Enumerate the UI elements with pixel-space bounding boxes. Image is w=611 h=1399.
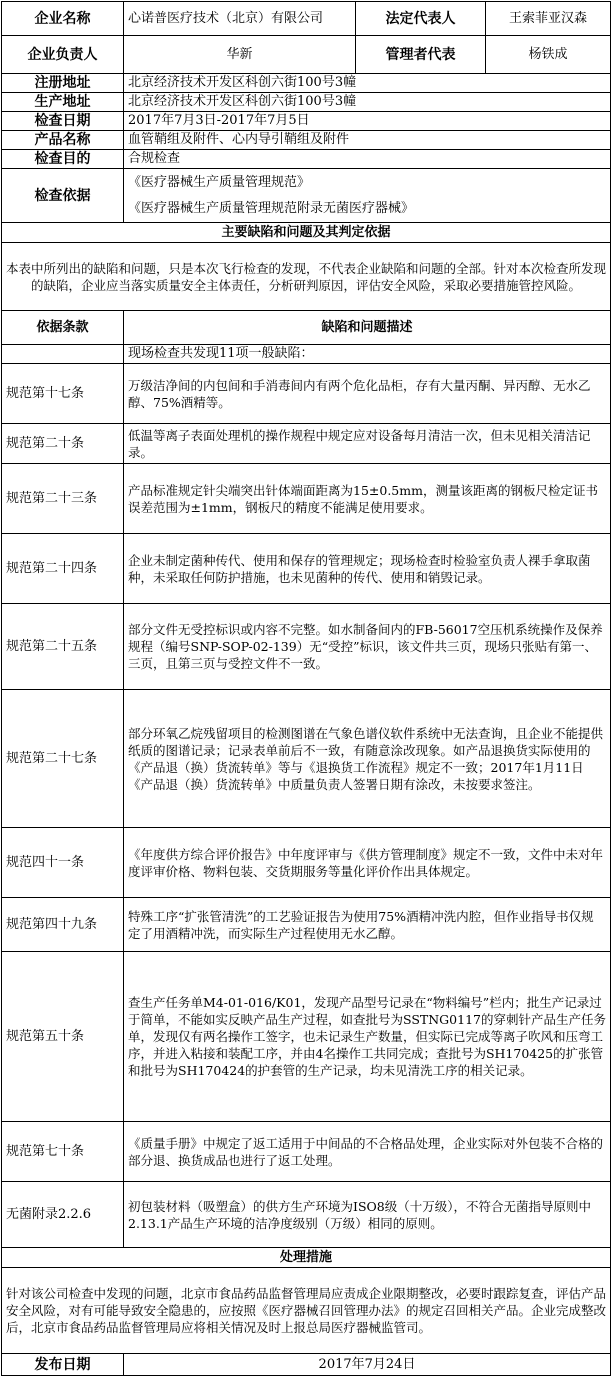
- measures-title: 处理措施: [2, 1248, 611, 1268]
- publish-date-label: 发布日期: [2, 1354, 124, 1376]
- principal-label: 企业负责人: [2, 36, 124, 74]
- table-row: [2, 464, 611, 534]
- purpose-label: 检查目的: [2, 150, 124, 169]
- reg-addr-label: 注册地址: [2, 74, 124, 93]
- inspection-basis: [124, 169, 611, 223]
- table-row: [2, 898, 611, 952]
- principal: 华新: [124, 36, 356, 74]
- clause-cell: 规范第五十条: [2, 952, 124, 1122]
- clause-cell: 规范第二十条: [2, 424, 124, 464]
- defects-section-title: 主要缺陷和问题及其判定依据: [2, 223, 611, 243]
- desc-cell: 万级洁净间的内包间和手消毒间内有两个危化品柜，存有大量丙酮、异丙醇、无水乙醇、75%酒精等。: [124, 364, 611, 424]
- clause-cell: 规范第十七条: [2, 364, 124, 424]
- date-label: 检查日期: [2, 112, 124, 131]
- table-row: [2, 364, 611, 424]
- basis-item-2: 《医疗器械生产质量管理规范附录无菌医疗器械》: [128, 200, 415, 216]
- clause-cell: 规范第四十九条: [2, 898, 124, 952]
- legal-rep: 王索菲亚汉森: [486, 2, 611, 36]
- table-row: [2, 952, 611, 1122]
- table-row: [2, 690, 611, 828]
- desc-cell: 查生产任务单M4-01-016/K01，发现产品型号记录在“物料编号”栏内；批生产记录过于简单，不能如实反映产品生产过程，如查批号为SSTNG0117的穿刺针产品生产任务单，发现仅有两名操作工签字，也未记录生产数量，但实际已完成等离子吹风和压弯工序，并进入粘接和装配工序，并由4名操作工共同完成；查批号为SH170425的扩张管和批号为SH170424的护套管的生产记录，均未见清洗工序的相关记录。: [124, 952, 611, 1122]
- clause-cell: 规范第二十七条: [2, 690, 124, 828]
- clause-cell: 规范第二十三条: [2, 464, 124, 534]
- desc-cell: 产品标准规定针尖端突出针体端面距离为15±0.5mm，测量该距离的钢板尺检定证书误差范围为±1mm，钢板尺的精度不能满足使用要求。: [124, 464, 611, 534]
- summary-spacer: [2, 345, 124, 364]
- desc-cell: 部分环氧乙烷残留项目的检测图谱在气象色谱仪软件系统中无法查询，且企业不能提供纸质的图谱记录；记录表单前后不一致，有随意涂改现象。如产品退换货实际使用的《产品退（换）货流转单》等与《退换货工作流程》规定不一致；2017年1月11日《产品退（换）货流转单》中质量负责人签署日期有涂改，未按要求签注。: [124, 690, 611, 828]
- clause-cell: 规范四十一条: [2, 828, 124, 898]
- col-desc-header: 缺陷和问题描述: [124, 311, 611, 345]
- table-row: [2, 604, 611, 690]
- clause-cell: 规范第二十四条: [2, 534, 124, 604]
- table-row: [2, 1122, 611, 1182]
- desc-cell: 部分文件无受控标识或内容不完整。如水制备间内的FB-56017空压机系统操作及保养规程（编号SNP-SOP-02-139）无“受控”标识，该文件共三页，现场只张贴有第一、三页，且第三页与受控文件不一致。: [124, 604, 611, 690]
- defects-note: 本表中所列出的缺陷和问题，只是本次飞行检查的发现，不代表企业缺陷和问题的全部。针对本次检查所发现的缺陷，企业应当落实质量安全主体责任，分析研判原因，评估安全风险，采取必要措施管控风险。: [2, 243, 611, 311]
- manager-rep-label: 管理者代表: [356, 36, 486, 74]
- desc-cell: 《质量手册》中规定了返工适用于中间品的不合格品处理，企业实际对外包装不合格的部分退、换货成品也进行了返工处理。: [124, 1122, 611, 1182]
- inspection-purpose: 合规检查: [124, 150, 611, 169]
- clause-cell: 规范第二十五条: [2, 604, 124, 690]
- desc-cell: 低温等离子表面处理机的操作规程中规定应对设备每月清洁一次，但未见相关清洁记录。: [124, 424, 611, 464]
- table-row: [2, 828, 611, 898]
- table-row: [2, 1182, 611, 1248]
- product-label: 产品名称: [2, 131, 124, 150]
- desc-cell: 初包装材料（吸塑盒）的供方生产环境为ISO8级（十万级），不符合无菌指导原则中2.13.1产品生产环境的洁净度级别（万级）相同的原则。: [124, 1182, 611, 1248]
- desc-cell: 《年度供方综合评价报告》中年度评审与《供方管理制度》规定不一致，文件中未对年度评审价格、物料包装、交货期服务等量化评价作出具体规定。: [124, 828, 611, 898]
- prod-addr-label: 生产地址: [2, 93, 124, 112]
- table-row: [2, 534, 611, 604]
- manager-rep: 杨铁成: [486, 36, 611, 74]
- product-name: 血管鞘组及附件、心内导引鞘组及附件: [124, 131, 611, 150]
- table-row: [2, 424, 611, 464]
- basis-label: 检查依据: [2, 169, 124, 223]
- basis-item-1: 《医疗器械生产质量管理规范》: [128, 174, 311, 190]
- col-clause-header: 依据条款: [2, 311, 124, 345]
- desc-cell: 企业未制定菌种传代、使用和保存的管理规定；现场检查时检验室负责人裸手拿取菌种，未采取任何防护措施，也未见菌种的传代、使用和销毁记录。: [124, 534, 611, 604]
- legal-rep-label: 法定代表人: [356, 2, 486, 36]
- defects-summary: 现场检查共发现11项一般缺陷：: [124, 345, 611, 364]
- desc-cell: 特殊工序“扩张管清洗”的工艺验证报告为使用75%酒精冲洗内腔，但作业指导书仅规定了用酒精冲洗，而实际生产过程使用无水乙醇。: [124, 898, 611, 952]
- prod-addr: 北京经济技术开发区科创六街100号3幢: [124, 93, 611, 112]
- inspection-table: [1, 1, 611, 1376]
- clause-cell: 无菌附录2.2.6: [2, 1182, 124, 1248]
- clause-cell: 规范第七十条: [2, 1122, 124, 1182]
- reg-addr: 北京经济技术开发区科创六街100号3幢: [124, 74, 611, 93]
- company-name: 心诺普医疗技术（北京）有限公司: [124, 2, 356, 36]
- inspection-date: 2017年7月3日-2017年7月5日: [124, 112, 611, 131]
- publish-date: 2017年7月24日: [124, 1354, 611, 1376]
- measures-text: 针对该公司检查中发现的问题，北京市食品药品监督管理局应责成企业限期整改，必要时跟踪复查，评估产品安全风险，对有可能导致安全隐患的，应按照《医疗器械召回管理办法》的规定召回相关产品。企业完成整改后，北京市食品药品监督管理局应将相关情况及时上报总局医疗器械监管司。: [2, 1268, 611, 1354]
- company-name-label: 企业名称: [2, 2, 124, 36]
